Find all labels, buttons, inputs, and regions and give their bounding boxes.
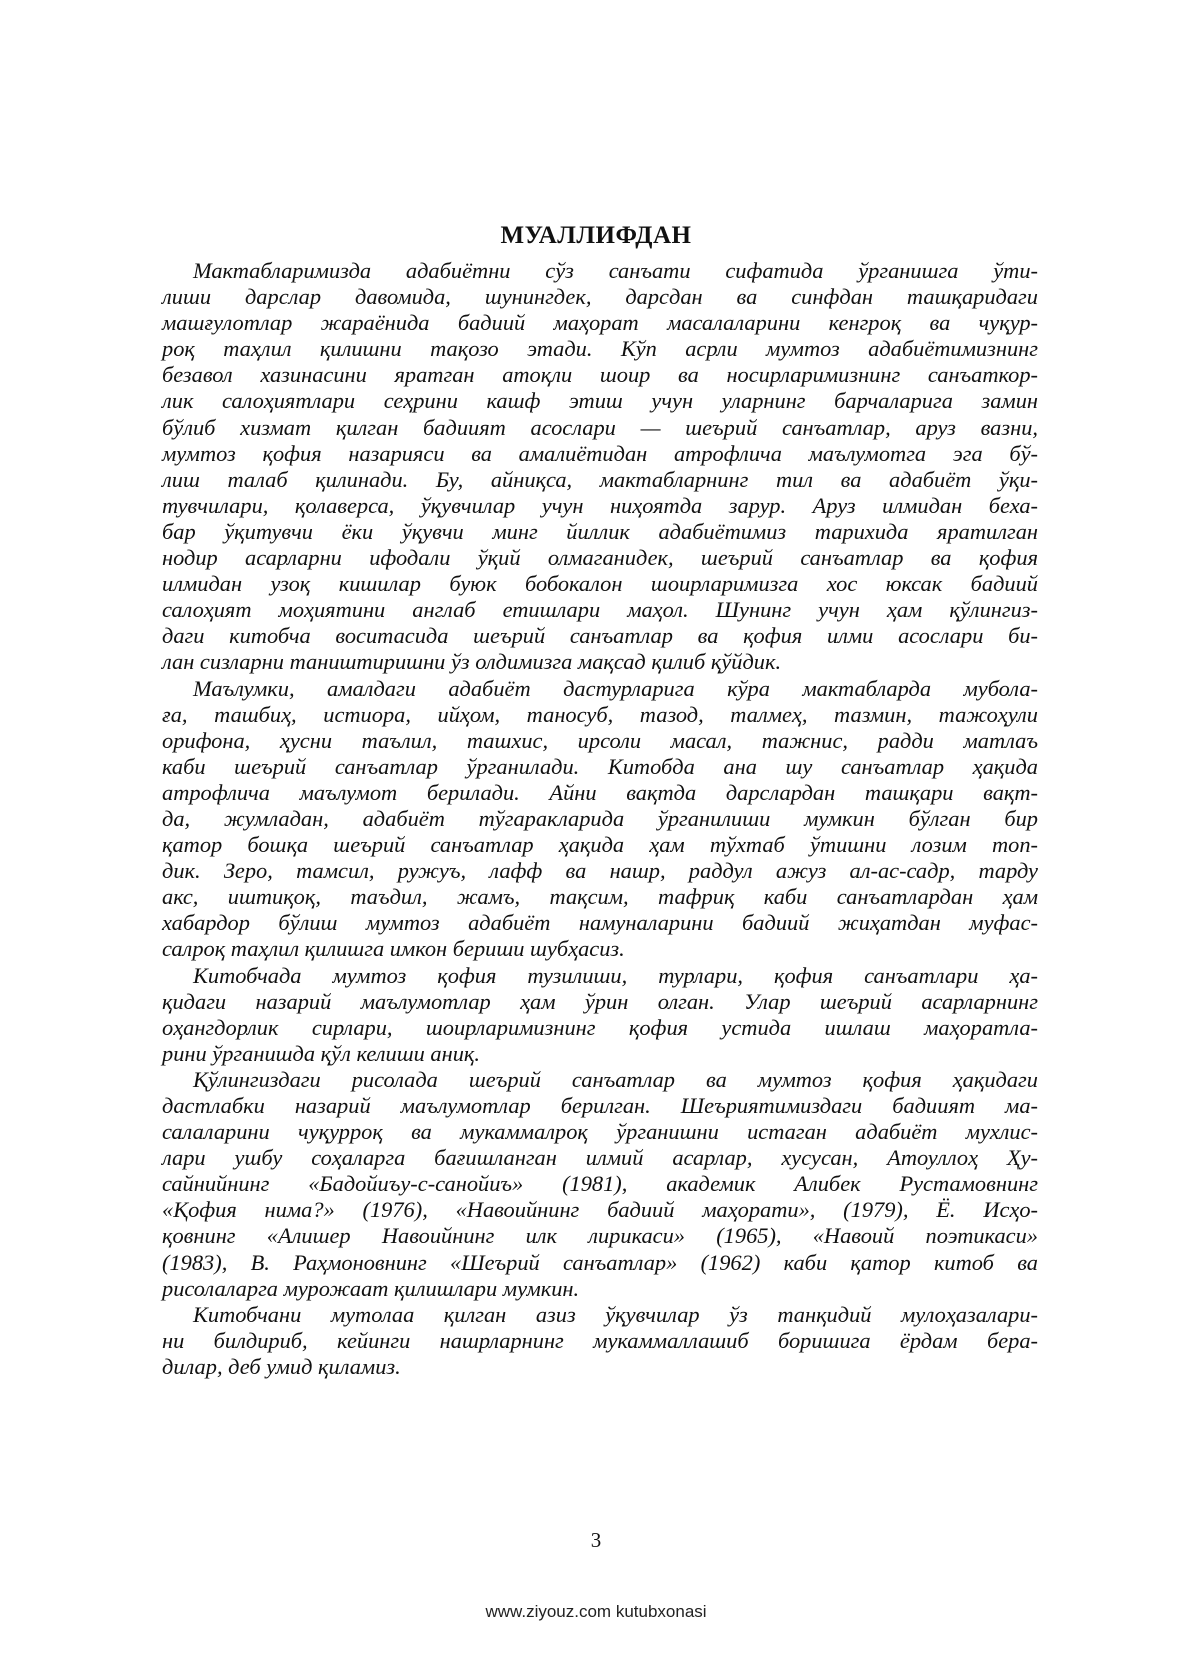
text-line: тувчилари, қолаверса, ўқувчилар учун ниҳоятда зарур. Аруз илмидан беха-: [162, 492, 1038, 518]
text-line: акс, иштиқоқ, таъдил, жамъ, тақсим, тафриқ каби санъатлардан ҳам: [162, 884, 1038, 910]
footer-url: www.ziyouz.com kutubxonasi: [485, 1602, 707, 1621]
text-line: орифона, ҳусни таълил, ташхис, ирсоли масал, тажнис, радди матлаъ: [162, 727, 1038, 753]
text-line: лиши дарслар давомида, шунингдек, дарсдан ва синфдан ташқаридаги: [162, 284, 1038, 310]
text-line: лиш талаб қилинади. Бу, айниқса, мактабларнинг тил ва адабиёт ўқи-: [162, 466, 1038, 492]
text-line: салроқ таҳлил қилишга имкон бериши шубҳасиз.: [162, 936, 625, 962]
text-line: салаларини чуқурроқ ва мукаммалроқ ўрганишни истаган адабиёт мухлис-: [162, 1119, 1038, 1145]
text-line: даги китобча воситасида шеърий санъатлар ва қофия илми асослари би-: [162, 623, 1038, 649]
text-line: сайнийнинг «Бадойиъу-с-санойиъ» (1981), академик Алибек Рустамовнинг: [162, 1171, 1038, 1197]
text-line: қидаги назарий маълумотлар ҳам ўрин олган. Улар шеърий асарларнинг: [162, 988, 1038, 1014]
text-line: бар ўқитувчи ёки ўқувчи минг йиллик адабиётимиз тарихида яратилган: [162, 518, 1038, 544]
text-line: дастлабки назарий маълумотлар берилган. Шеъриятимиздаги бадиият ма-: [162, 1093, 1038, 1118]
paragraph: [162, 258, 1038, 676]
paragraph: [162, 963, 1038, 1067]
text-line: қовнинг «Алишер Навоийнинг илк лирикаси» (1965), «Навоий поэтикаси»: [162, 1223, 1038, 1249]
text-line: хабардор бўлиш мумтоз адабиёт намуналарини бадиий жиҳатдан муфас-: [162, 910, 1038, 936]
text-line: (1983), В. Раҳмоновнинг «Шеърий санъатлар» (1962) каби қатор китоб ва: [162, 1249, 1038, 1275]
text-line: каби шеърий санъатлар ўрганилади. Китобда ана шу санъатлар ҳақида: [162, 753, 1038, 779]
text-line: Қўлингиздаги рисолада шеърий санъатлар ва мумтоз қофия ҳақидаги: [193, 1066, 1038, 1092]
paragraph: [162, 1067, 1038, 1302]
text-line: илмидан узоқ кишилар буюк бобокалон шоирларимизга хос юксак бадиий: [162, 571, 1038, 597]
text-line: рини ўрганишда қўл келиши аниқ.: [162, 1040, 480, 1066]
text-line: машғулотлар жараёнида бадиий маҳорат масалаларини кенгроқ ва чуқур-: [162, 310, 1038, 336]
text-line: лари ушбу соҳаларга бағишланган илмий асарлар, хусусан, Атоуллоҳ Ҳу-: [162, 1145, 1038, 1171]
text-line: бўлиб хизмат қилган бадиият асослари — шеърий санъатлар, аруз вазни,: [162, 414, 1038, 440]
text-line: Маълумки, амалдаги адабиёт дастурларига кўра мактабларда мубола-: [193, 675, 1038, 701]
text-line: салоҳият моҳиятини англаб етишлари маҳол. Шунинг учун ҳам қўлингиз-: [162, 597, 1038, 623]
text-line: дик. Зеро, тамсил, ружуъ, лафф ва нашр, раддул ажуз ал-ас-садр, тарду: [162, 858, 1038, 884]
text-line: оҳангдорлик сирлари, шоирларимизнинг қофия устида ишлаш маҳоратла-: [162, 1014, 1038, 1040]
text-line: дилар, деб умид қиламиз.: [162, 1353, 401, 1379]
text-line: роқ таҳлил қилишни тақозо этади. Кўп асрли мумтоз адабиётимизнинг: [162, 336, 1038, 362]
text-line: Китобчани мутолаа қилган азиз ўқувчилар ўз танқидий мулоҳазалари-: [193, 1301, 1038, 1327]
paragraph: [162, 676, 1038, 963]
page-number: 3: [590, 1528, 602, 1552]
text-line: ғa, ташбиҳ, истиора, ийҳом, таносуб, тазод, талмеҳ, тазмин, тажоҳули: [162, 701, 1038, 727]
paragraph: [162, 1302, 1038, 1380]
document-body: [162, 258, 1038, 1380]
text-line: рисолаларга мурожаат қилишлари мумкин.: [162, 1275, 580, 1301]
text-line: Китобчада мумтоз қофия тузилиши, турлари, қофия санъатлари ҳа-: [193, 962, 1038, 988]
text-line: лик салоҳиятлари сеҳрини кашф этиш учун уларнинг барчаларига замин: [162, 388, 1038, 414]
text-line: да, жумладан, адабиёт тўгаракларида ўрганилиши мумкин бўлган бир: [162, 805, 1038, 831]
text-line: лан сизларни таништиришни ўз олдимизга мақсад қилиб қўйдик.: [162, 649, 782, 675]
text-line: безавол хазинасини яратган атоқли шоир ва носирларимизнинг санъаткор-: [162, 362, 1038, 388]
text-line: нодир асарларни ифодали ўқий олмаганидек, шеърий санъатлар ва қофия: [162, 545, 1038, 571]
text-line: «Қофия нима?» (1976), «Навоийнинг бадиий маҳорати», (1979), Ё. Исҳо-: [162, 1197, 1038, 1223]
page-title: МУАЛЛИФДАН: [500, 222, 692, 249]
text-line: атрофлича маълумот берилади. Айни вақтда дарслардан ташқари вақт-: [162, 779, 1038, 805]
text-line: қатор бошқа шеърий санъатлар ҳақида ҳам тўхтаб ўтишни лозим топ-: [162, 832, 1038, 858]
text-line: ни билдириб, кейинги нашрларнинг мукаммаллашиб боришига ёрдам бера-: [162, 1327, 1038, 1353]
text-line: Мактабларимизда адабиётни сўз санъати сифатида ўрганишга ўти-: [193, 258, 1038, 283]
text-line: мумтоз қофия назарияси ва амалиётидан атрофлича маълумотга эга бў-: [162, 440, 1038, 466]
